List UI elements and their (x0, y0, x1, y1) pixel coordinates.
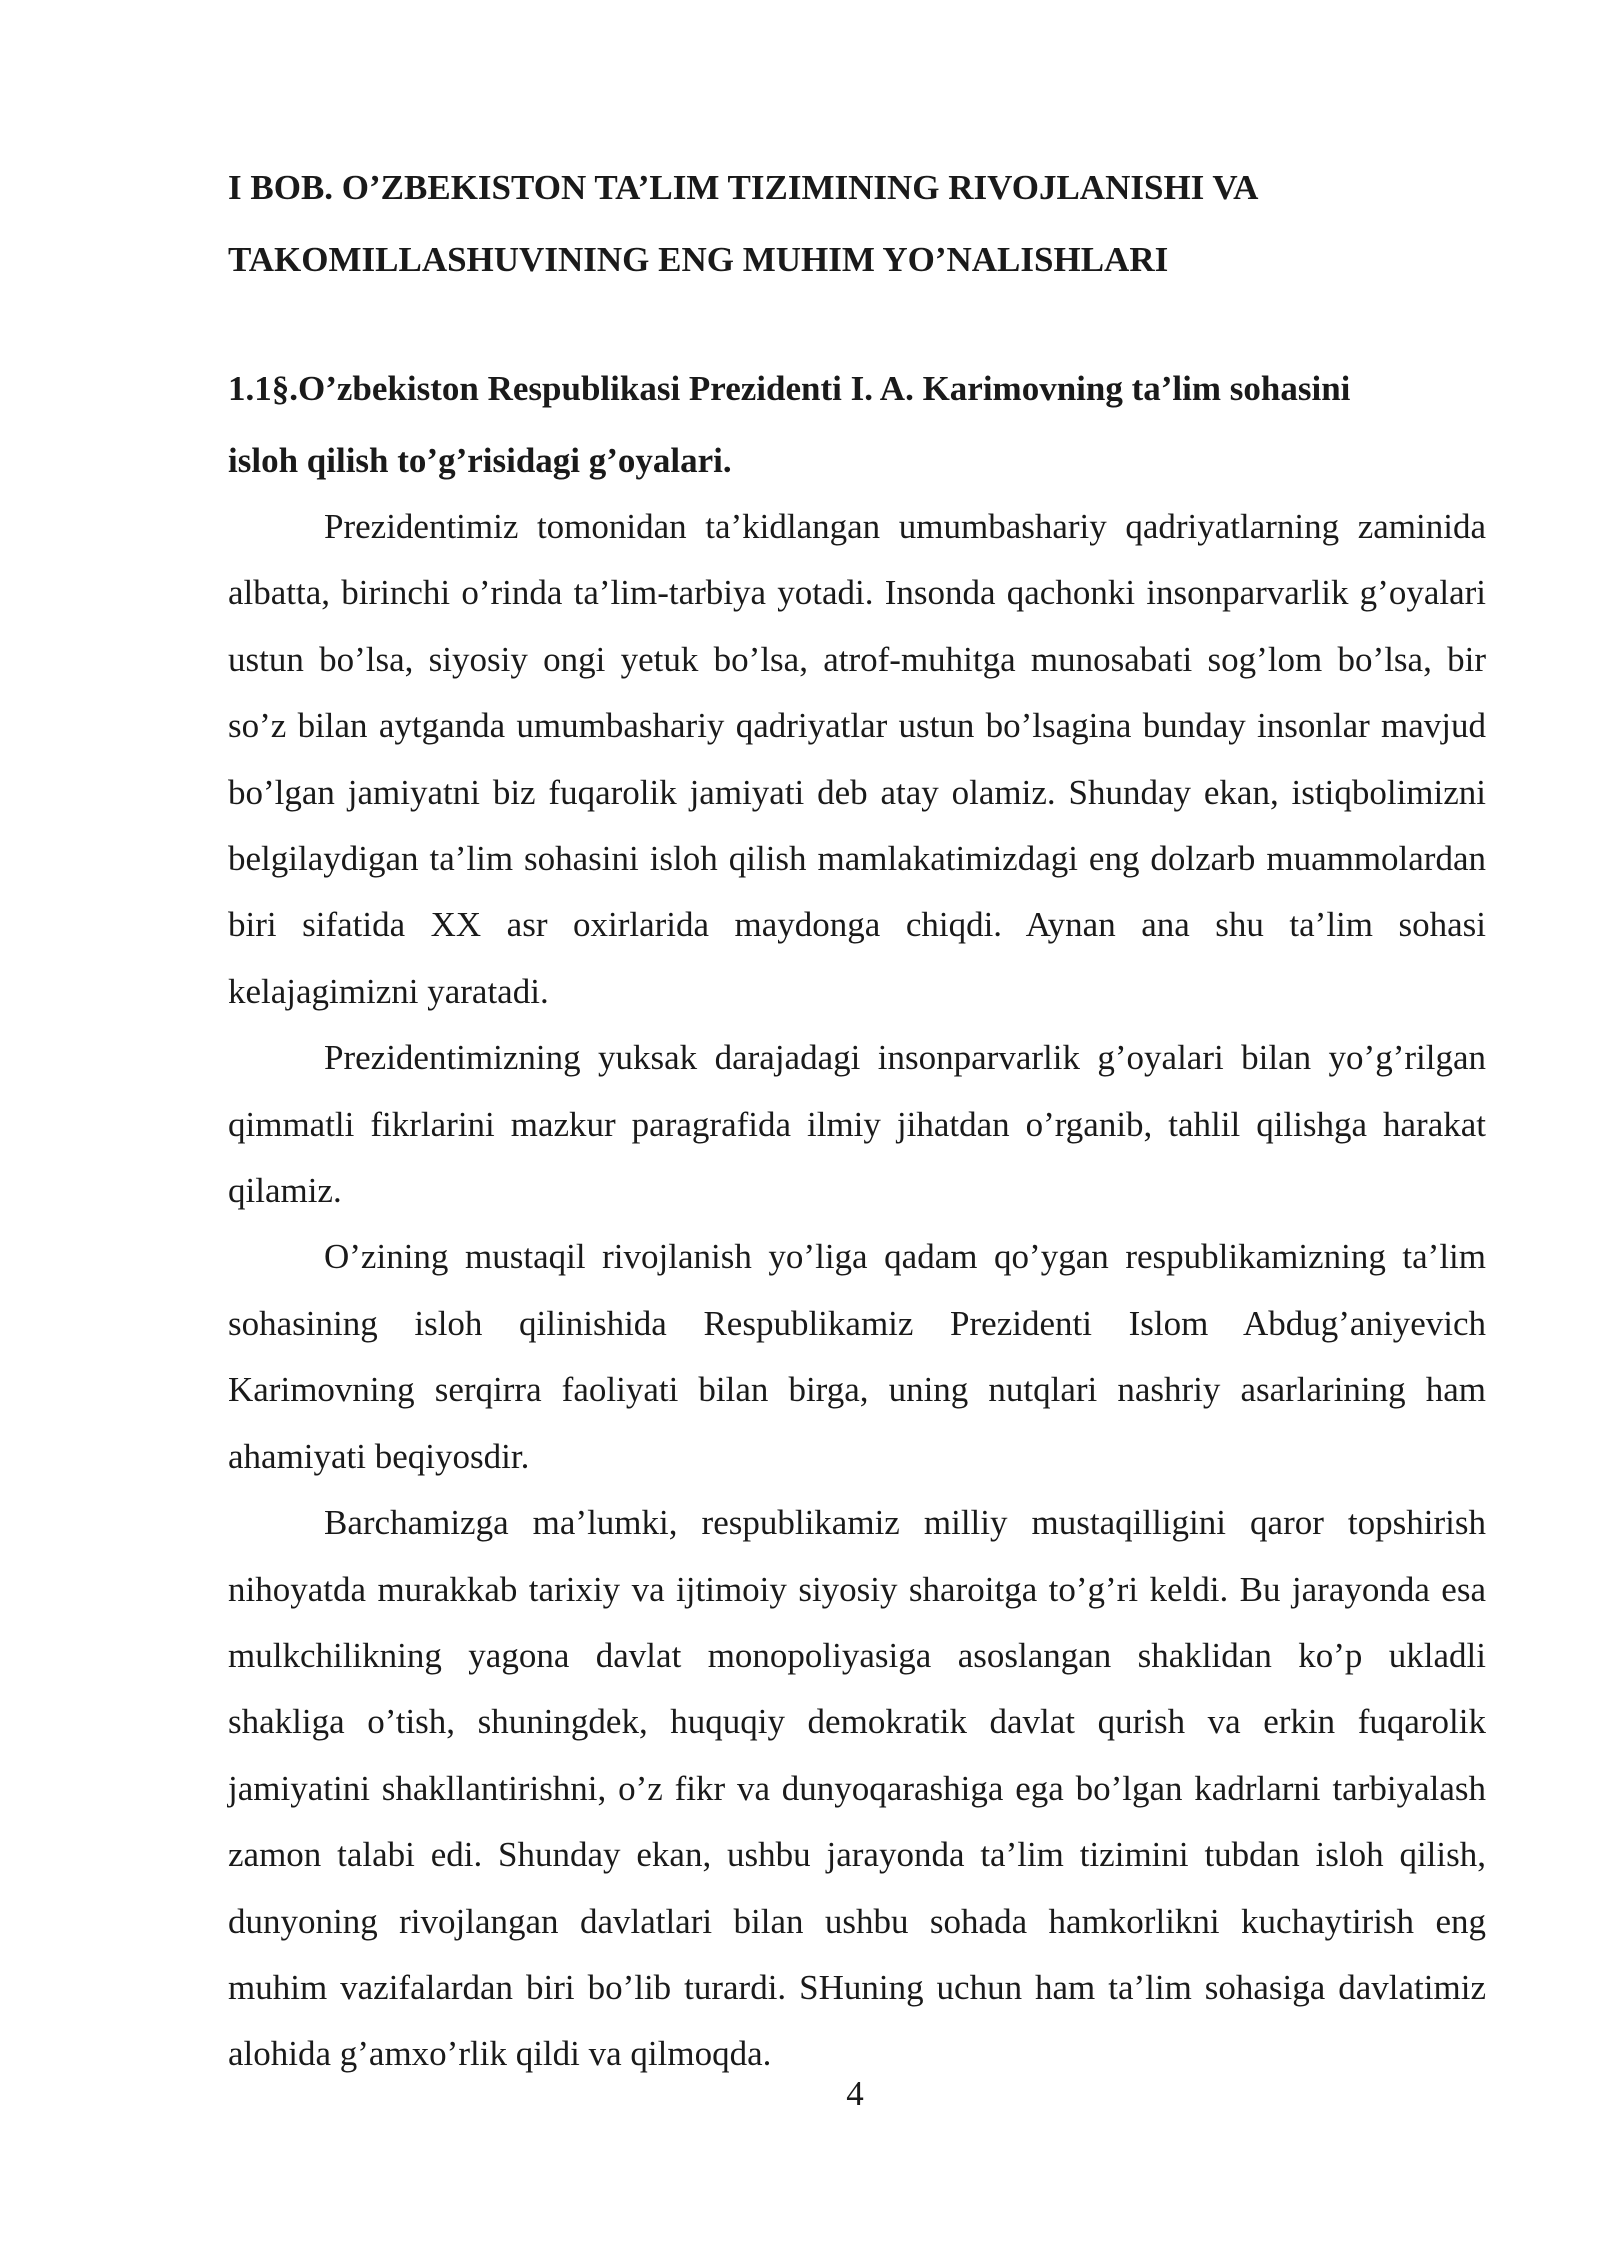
paragraph-3: O’zining mustaqil rivojlanish yo’liga qadam qo’ygan respublikamizning ta’lim sohasining isloh qilinishida Respublikamiz Prezidenti Islom Abdug’aniyevich Karimovning serqirra faoliyati bilan birga, uning nutqlari nashriy asarlarining ham ahamiyati beqiyosdir. (228, 1237, 1486, 1476)
page-number: 4 (846, 2074, 864, 2113)
chapter-title-line-1: I BOB. O’ZBEKISTON TA’LIM TIZIMINING RIVOJLANISHI VA (228, 168, 1259, 207)
paragraph-1: Prezidentimiz tomonidan ta’kidlangan umumbashariy qadriyatlarning zaminida albatta, birinchi o’rinda ta’lim-tarbiya yotadi. Insonda qachonki insonparvarlik g’oyalari ustun bo’lsa, siyosiy ongi yetuk bo’lsa, atrof-muhitga munosabati sog’lom bo’lsa, bir so’z bilan aytganda umumbashariy qadriyatlar ustun bo’lsagina bunday insonlar mavjud bo’lgan jamiyatni biz fuqarolik jamiyati deb atay olamiz. Shunday ekan, istiqbolimizni belgilaydigan ta’lim sohasini isloh qilish mamlakatimizdagi eng dolzarb muammolardan biri sifatida XX asr oxirlarida maydonga chiqdi. Aynan ana shu ta’lim sohasi kelajagimizni yaratadi. (228, 507, 1486, 1011)
section-title-line-1: 1.1§.O’zbekiston Respublikasi Prezidenti I. A. Karimovning ta’lim sohasini (228, 369, 1351, 408)
paragraph-4: Barchamizga ma’lumki, respublikamiz milliy mustaqilligini qaror topshirish nihoyatda murakkab tarixiy va ijtimoiy siyosiy sharoitga to’g’ri keldi. Bu jarayonda esa mulkchilikning yagona davlat monopoliyasiga asoslangan shaklidan ko’p ukladli shakliga o’tish, shuningdek, huquqiy demokratik davlat qurish va erkin fuqarolik jamiyatini shakllantirishni, o’z fikr va dunyoqarashiga ega bo’lgan kadrlarni tarbiyalash zamon talabi edi. Shunday ekan, ushbu jarayonda ta’lim tizimini tubdan isloh qilish, dunyoning rivojlangan davlatlari bilan ushbu sohada hamkorlikni kuchaytirish eng muhim vazifalardan biri bo’lib turardi. SHuning uchun ham ta’lim sohasiga davlatimiz alohida g’amxo’rlik qildi va qilmoqda. (228, 1503, 1486, 2074)
chapter-title-line-2: TAKOMILLASHUVINING ENG MUHIM YO’NALISHLARI (228, 240, 1169, 279)
section-title (228, 353, 1486, 497)
chapter-title (228, 152, 1486, 296)
page-content (228, 152, 1486, 2088)
paragraph-2: Prezidentimizning yuksak darajadagi insonparvarlik g’oyalari bilan yo’g’rilgan qimmatli fikrlarini mazkur paragrafida ilmiy jihatdan o’rganib, tahlil qilishga harakat qilamiz. (228, 1038, 1486, 1211)
section-title-line-2: isloh qilish to’g’risidagi g’oyalari. (228, 441, 732, 480)
